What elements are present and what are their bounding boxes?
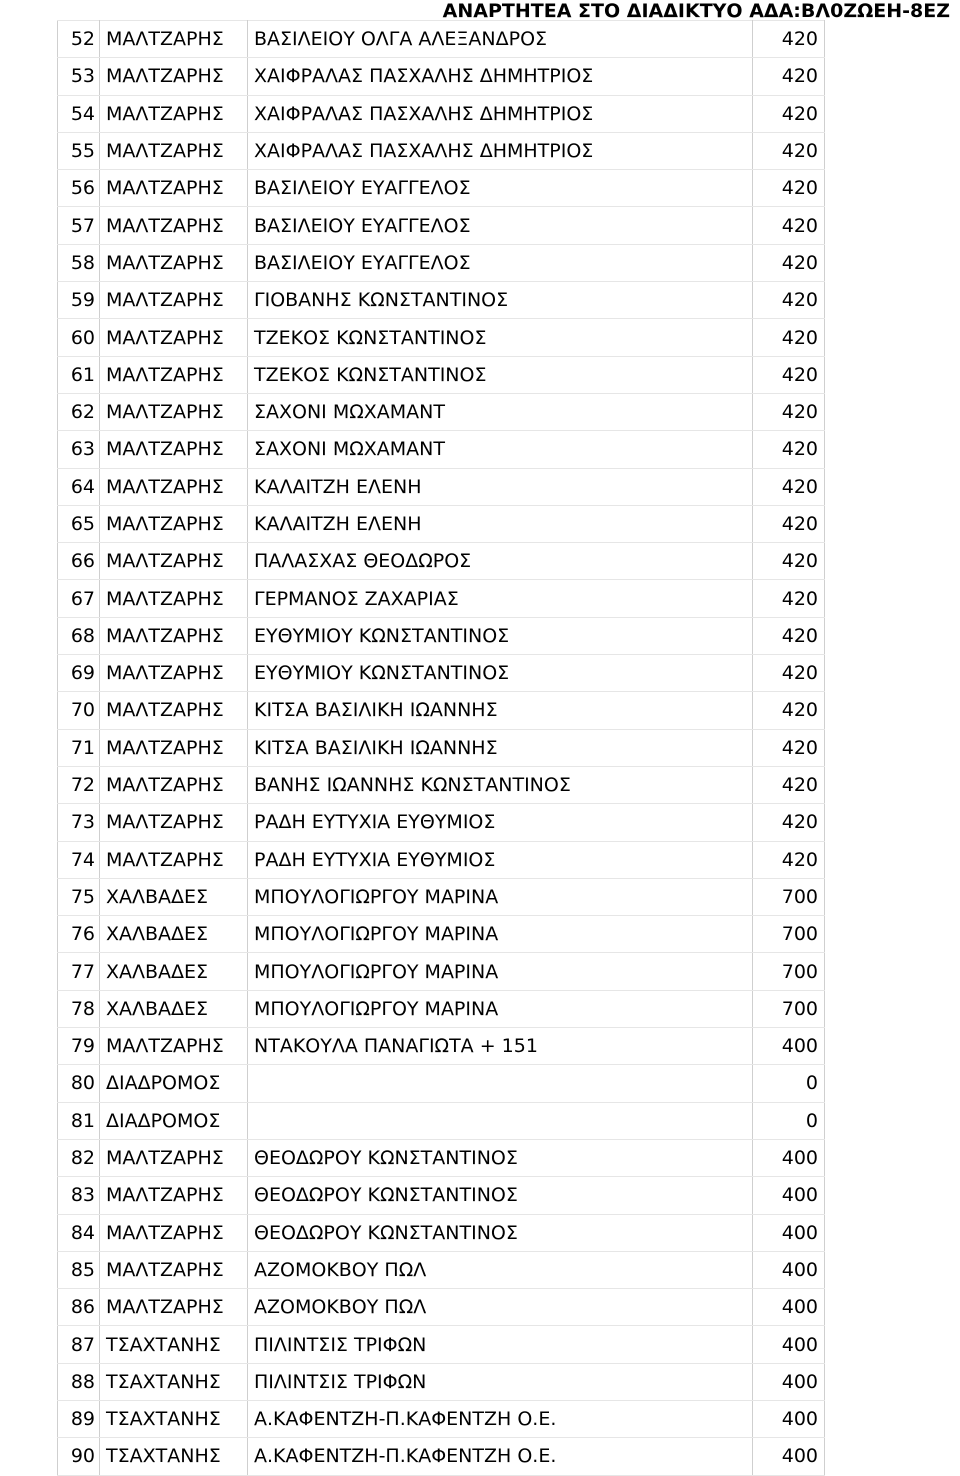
amount-cell: 420	[753, 729, 825, 766]
row-number-cell: 88	[58, 1363, 100, 1400]
beneficiary-name-cell: ΚΑΛΑΙΤΖΗ ΕΛΕΝΗ	[248, 468, 753, 505]
row-number-cell: 55	[58, 132, 100, 169]
amount-cell: 420	[753, 431, 825, 468]
row-number-cell: 72	[58, 766, 100, 803]
amount-cell: 420	[753, 319, 825, 356]
amount-cell: 420	[753, 244, 825, 281]
area-cell: ΜΑΛΤΖΑΡΗΣ	[100, 1139, 248, 1176]
area-cell: ΜΑΛΤΖΑΡΗΣ	[100, 58, 248, 95]
area-cell: ΤΣΑΧΤΑΝΗΣ	[100, 1363, 248, 1400]
area-cell: ΔΙΑΔΡΟΜΟΣ	[100, 1102, 248, 1139]
row-number-cell: 87	[58, 1326, 100, 1363]
area-cell: ΜΑΛΤΖΑΡΗΣ	[100, 1214, 248, 1251]
amount-cell: 420	[753, 95, 825, 132]
amount-cell: 420	[753, 655, 825, 692]
table-row	[58, 990, 825, 1027]
row-number-cell: 56	[58, 170, 100, 207]
area-cell: ΜΑΛΤΖΑΡΗΣ	[100, 841, 248, 878]
table-row	[58, 170, 825, 207]
area-cell: ΜΑΛΤΖΑΡΗΣ	[100, 468, 248, 505]
amount-cell: 400	[753, 1363, 825, 1400]
table-row	[58, 244, 825, 281]
row-number-cell: 60	[58, 319, 100, 356]
row-number-cell: 75	[58, 878, 100, 915]
table-row	[58, 393, 825, 430]
area-cell: ΜΑΛΤΖΑΡΗΣ	[100, 207, 248, 244]
beneficiary-name-cell: ΡΑΔΗ ΕΥΤΥΧΙΑ ΕΥΘΥΜΙΟΣ	[248, 841, 753, 878]
row-number-cell: 70	[58, 692, 100, 729]
row-number-cell: 76	[58, 916, 100, 953]
amount-cell: 420	[753, 356, 825, 393]
area-cell: ΜΑΛΤΖΑΡΗΣ	[100, 1177, 248, 1214]
row-number-cell: 82	[58, 1139, 100, 1176]
amount-cell: 420	[753, 505, 825, 542]
area-cell: ΜΑΛΤΖΑΡΗΣ	[100, 1251, 248, 1288]
beneficiary-name-cell: Α.ΚΑΦΕΝΤΖΗ-Π.ΚΑΦΕΝΤΖΗ Ο.Ε.	[248, 1438, 753, 1475]
area-cell: ΜΑΛΤΖΑΡΗΣ	[100, 766, 248, 803]
row-number-cell: 68	[58, 617, 100, 654]
beneficiary-name-cell: ΘΕΟΔΩΡΟΥ ΚΩΝΣΤΑΝΤΙΝΟΣ	[248, 1139, 753, 1176]
beneficiary-name-cell: ΚΙΤΣΑ ΒΑΣΙΛΙΚΗ ΙΩΑΝΝΗΣ	[248, 692, 753, 729]
table-row	[58, 319, 825, 356]
amount-cell: 0	[753, 1102, 825, 1139]
table-row	[58, 729, 825, 766]
table-row	[58, 1326, 825, 1363]
amount-cell: 400	[753, 1400, 825, 1437]
area-cell: ΧΑΛΒΑΔΕΣ	[100, 916, 248, 953]
amount-cell: 420	[753, 58, 825, 95]
row-number-cell: 58	[58, 244, 100, 281]
table-body	[58, 21, 825, 1476]
beneficiary-name-cell	[248, 1065, 753, 1102]
beneficiary-name-cell: ΜΠΟΥΛΟΓΙΩΡΓΟΥ ΜΑΡΙΝΑ	[248, 878, 753, 915]
beneficiary-name-cell: ΜΠΟΥΛΟΓΙΩΡΓΟΥ ΜΑΡΙΝΑ	[248, 953, 753, 990]
table-row	[58, 543, 825, 580]
beneficiary-name-cell: ΤΖΕΚΟΣ ΚΩΝΣΤΑΝΤΙΝΟΣ	[248, 356, 753, 393]
beneficiary-name-cell: ΠΑΛΑΣΧΑΣ ΘΕΟΔΩΡΟΣ	[248, 543, 753, 580]
row-number-cell: 67	[58, 580, 100, 617]
amount-cell: 700	[753, 953, 825, 990]
table-row	[58, 95, 825, 132]
table-row	[58, 356, 825, 393]
beneficiary-name-cell: ΝΤΑΚΟΥΛΑ ΠΑΝΑΓΙΩΤΑ + 151	[248, 1028, 753, 1065]
table-row	[58, 1438, 825, 1475]
beneficiary-name-cell: ΚΙΤΣΑ ΒΑΣΙΛΙΚΗ ΙΩΑΝΝΗΣ	[248, 729, 753, 766]
row-number-cell: 89	[58, 1400, 100, 1437]
table-row	[58, 1289, 825, 1326]
table-row	[58, 505, 825, 542]
amount-cell: 420	[753, 804, 825, 841]
publication-header: ΑΝΑΡΤΗΤΕΑ ΣΤΟ ΔΙΑΔΙΚΤΥΟ ΑΔΑ:ΒΛ0ΖΩΕΗ-8ΕΖ	[442, 0, 950, 22]
table-row	[58, 1251, 825, 1288]
table-row	[58, 766, 825, 803]
table-row	[58, 1363, 825, 1400]
table-row	[58, 207, 825, 244]
beneficiary-name-cell: ΓΕΡΜΑΝΟΣ ΖΑΧΑΡΙΑΣ	[248, 580, 753, 617]
table-row	[58, 1028, 825, 1065]
row-number-cell: 61	[58, 356, 100, 393]
amount-cell: 400	[753, 1326, 825, 1363]
row-number-cell: 64	[58, 468, 100, 505]
area-cell: ΜΑΛΤΖΑΡΗΣ	[100, 244, 248, 281]
amount-cell: 420	[753, 543, 825, 580]
amount-cell: 400	[753, 1177, 825, 1214]
beneficiary-name-cell: ΘΕΟΔΩΡΟΥ ΚΩΝΣΤΑΝΤΙΝΟΣ	[248, 1177, 753, 1214]
area-cell: ΜΑΛΤΖΑΡΗΣ	[100, 170, 248, 207]
beneficiary-name-cell: ΒΑΣΙΛΕΙΟΥ ΕΥΑΓΓΕΛΟΣ	[248, 244, 753, 281]
amount-cell: 420	[753, 617, 825, 654]
beneficiary-name-cell: ΜΠΟΥΛΟΓΙΩΡΓΟΥ ΜΑΡΙΝΑ	[248, 916, 753, 953]
table-row	[58, 1102, 825, 1139]
beneficiary-name-cell: ΑΖΟΜΟΚΒΟΥ ΠΩΛ	[248, 1289, 753, 1326]
area-cell: ΜΑΛΤΖΑΡΗΣ	[100, 729, 248, 766]
area-cell: ΤΣΑΧΤΑΝΗΣ	[100, 1400, 248, 1437]
area-cell: ΜΑΛΤΖΑΡΗΣ	[100, 655, 248, 692]
table-row	[58, 1139, 825, 1176]
amount-cell: 420	[753, 132, 825, 169]
area-cell: ΜΑΛΤΖΑΡΗΣ	[100, 1028, 248, 1065]
amount-cell: 400	[753, 1028, 825, 1065]
row-number-cell: 62	[58, 393, 100, 430]
amount-cell: 700	[753, 916, 825, 953]
area-cell: ΜΑΛΤΖΑΡΗΣ	[100, 319, 248, 356]
amount-cell: 400	[753, 1139, 825, 1176]
table-row	[58, 468, 825, 505]
area-cell: ΧΑΛΒΑΔΕΣ	[100, 953, 248, 990]
beneficiary-name-cell: ΡΑΔΗ ΕΥΤΥΧΙΑ ΕΥΘΥΜΙΟΣ	[248, 804, 753, 841]
area-cell: ΤΣΑΧΤΑΝΗΣ	[100, 1438, 248, 1475]
row-number-cell: 78	[58, 990, 100, 1027]
area-cell: ΜΑΛΤΖΑΡΗΣ	[100, 543, 248, 580]
row-number-cell: 66	[58, 543, 100, 580]
amount-cell: 700	[753, 878, 825, 915]
area-cell: ΜΑΛΤΖΑΡΗΣ	[100, 580, 248, 617]
amount-cell: 700	[753, 990, 825, 1027]
table-row	[58, 1400, 825, 1437]
row-number-cell: 57	[58, 207, 100, 244]
table-row	[58, 132, 825, 169]
beneficiary-name-cell: ΠΙΛΙΝΤΣΙΣ ΤΡΙΦΩΝ	[248, 1326, 753, 1363]
row-number-cell: 73	[58, 804, 100, 841]
row-number-cell: 77	[58, 953, 100, 990]
beneficiary-name-cell: ΒΑΣΙΛΕΙΟΥ ΟΛΓΑ ΑΛΕΞΑΝΔΡΟΣ	[248, 21, 753, 58]
amount-cell: 400	[753, 1438, 825, 1475]
table-row	[58, 655, 825, 692]
row-number-cell: 85	[58, 1251, 100, 1288]
row-number-cell: 80	[58, 1065, 100, 1102]
beneficiary-name-cell: ΒΑΣΙΛΕΙΟΥ ΕΥΑΓΓΕΛΟΣ	[248, 207, 753, 244]
table-row	[58, 692, 825, 729]
beneficiary-name-cell: ΜΠΟΥΛΟΓΙΩΡΓΟΥ ΜΑΡΙΝΑ	[248, 990, 753, 1027]
row-number-cell: 90	[58, 1438, 100, 1475]
amount-cell: 420	[753, 468, 825, 505]
area-cell: ΤΣΑΧΤΑΝΗΣ	[100, 1326, 248, 1363]
table-row	[58, 21, 825, 58]
row-number-cell: 81	[58, 1102, 100, 1139]
beneficiary-name-cell: ΘΕΟΔΩΡΟΥ ΚΩΝΣΤΑΝΤΙΝΟΣ	[248, 1214, 753, 1251]
row-number-cell: 69	[58, 655, 100, 692]
table-row	[58, 282, 825, 319]
area-cell: ΜΑΛΤΖΑΡΗΣ	[100, 95, 248, 132]
table-row	[58, 1214, 825, 1251]
amount-cell: 420	[753, 580, 825, 617]
table-row	[58, 841, 825, 878]
amount-cell: 420	[753, 841, 825, 878]
area-cell: ΜΑΛΤΖΑΡΗΣ	[100, 804, 248, 841]
beneficiary-name-cell: ΚΑΛΑΙΤΖΗ ΕΛΕΝΗ	[248, 505, 753, 542]
beneficiary-name-cell: ΒΑΝΗΣ ΙΩΑΝΝΗΣ ΚΩΝΣΤΑΝΤΙΝΟΣ	[248, 766, 753, 803]
table-row	[58, 878, 825, 915]
beneficiary-name-cell: ΓΙΟΒΑΝΗΣ ΚΩΝΣΤΑΝΤΙΝΟΣ	[248, 282, 753, 319]
table-row	[58, 804, 825, 841]
beneficiary-name-cell: ΧΑΙΦΡΑΛΑΣ ΠΑΣΧΑΛΗΣ ΔΗΜΗΤΡΙΟΣ	[248, 58, 753, 95]
amount-cell: 0	[753, 1065, 825, 1102]
table-row	[58, 1065, 825, 1102]
amount-cell: 420	[753, 692, 825, 729]
beneficiary-name-cell: ΠΙΛΙΝΤΣΙΣ ΤΡΙΦΩΝ	[248, 1363, 753, 1400]
row-number-cell: 54	[58, 95, 100, 132]
area-cell: ΜΑΛΤΖΑΡΗΣ	[100, 1289, 248, 1326]
table-row	[58, 953, 825, 990]
area-cell: ΜΑΛΤΖΑΡΗΣ	[100, 505, 248, 542]
table-row	[58, 58, 825, 95]
row-number-cell: 86	[58, 1289, 100, 1326]
amount-cell: 420	[753, 207, 825, 244]
beneficiary-name-cell: ΣΑΧΟΝΙ ΜΩΧΑΜΑΝΤ	[248, 393, 753, 430]
beneficiary-name-cell: ΤΖΕΚΟΣ ΚΩΝΣΤΑΝΤΙΝΟΣ	[248, 319, 753, 356]
table-row	[58, 431, 825, 468]
area-cell: ΜΑΛΤΖΑΡΗΣ	[100, 282, 248, 319]
beneficiary-name-cell: Α.ΚΑΦΕΝΤΖΗ-Π.ΚΑΦΕΝΤΖΗ Ο.Ε.	[248, 1400, 753, 1437]
beneficiary-name-cell: ΑΖΟΜΟΚΒΟΥ ΠΩΛ	[248, 1251, 753, 1288]
beneficiary-name-cell: ΧΑΙΦΡΑΛΑΣ ΠΑΣΧΑΛΗΣ ΔΗΜΗΤΡΙΟΣ	[248, 95, 753, 132]
table-row	[58, 580, 825, 617]
row-number-cell: 52	[58, 21, 100, 58]
area-cell: ΜΑΛΤΖΑΡΗΣ	[100, 431, 248, 468]
table-row	[58, 1177, 825, 1214]
amount-cell: 400	[753, 1289, 825, 1326]
beneficiary-name-cell: ΒΑΣΙΛΕΙΟΥ ΕΥΑΓΓΕΛΟΣ	[248, 170, 753, 207]
row-number-cell: 74	[58, 841, 100, 878]
area-cell: ΜΑΛΤΖΑΡΗΣ	[100, 692, 248, 729]
beneficiary-name-cell: ΕΥΘΥΜΙΟΥ ΚΩΝΣΤΑΝΤΙΝΟΣ	[248, 617, 753, 654]
beneficiary-name-cell	[248, 1102, 753, 1139]
area-cell: ΜΑΛΤΖΑΡΗΣ	[100, 356, 248, 393]
amount-cell: 400	[753, 1251, 825, 1288]
row-number-cell: 83	[58, 1177, 100, 1214]
amount-cell: 420	[753, 766, 825, 803]
area-cell: ΜΑΛΤΖΑΡΗΣ	[100, 132, 248, 169]
area-cell: ΜΑΛΤΖΑΡΗΣ	[100, 21, 248, 58]
beneficiary-name-cell: ΕΥΘΥΜΙΟΥ ΚΩΝΣΤΑΝΤΙΝΟΣ	[248, 655, 753, 692]
row-number-cell: 65	[58, 505, 100, 542]
amount-cell: 420	[753, 21, 825, 58]
area-cell: ΧΑΛΒΑΔΕΣ	[100, 990, 248, 1027]
row-number-cell: 84	[58, 1214, 100, 1251]
area-cell: ΜΑΛΤΖΑΡΗΣ	[100, 617, 248, 654]
row-number-cell: 53	[58, 58, 100, 95]
row-number-cell: 79	[58, 1028, 100, 1065]
area-cell: ΜΑΛΤΖΑΡΗΣ	[100, 393, 248, 430]
amount-cell: 420	[753, 393, 825, 430]
row-number-cell: 71	[58, 729, 100, 766]
area-cell: ΧΑΛΒΑΔΕΣ	[100, 878, 248, 915]
row-number-cell: 59	[58, 282, 100, 319]
table-row	[58, 916, 825, 953]
table-row	[58, 617, 825, 654]
amount-cell: 420	[753, 170, 825, 207]
amount-cell: 420	[753, 282, 825, 319]
beneficiary-name-cell: ΣΑΧΟΝΙ ΜΩΧΑΜΑΝΤ	[248, 431, 753, 468]
allocation-table	[57, 20, 825, 1476]
area-cell: ΔΙΑΔΡΟΜΟΣ	[100, 1065, 248, 1102]
amount-cell: 400	[753, 1214, 825, 1251]
row-number-cell: 63	[58, 431, 100, 468]
beneficiary-name-cell: ΧΑΙΦΡΑΛΑΣ ΠΑΣΧΑΛΗΣ ΔΗΜΗΤΡΙΟΣ	[248, 132, 753, 169]
